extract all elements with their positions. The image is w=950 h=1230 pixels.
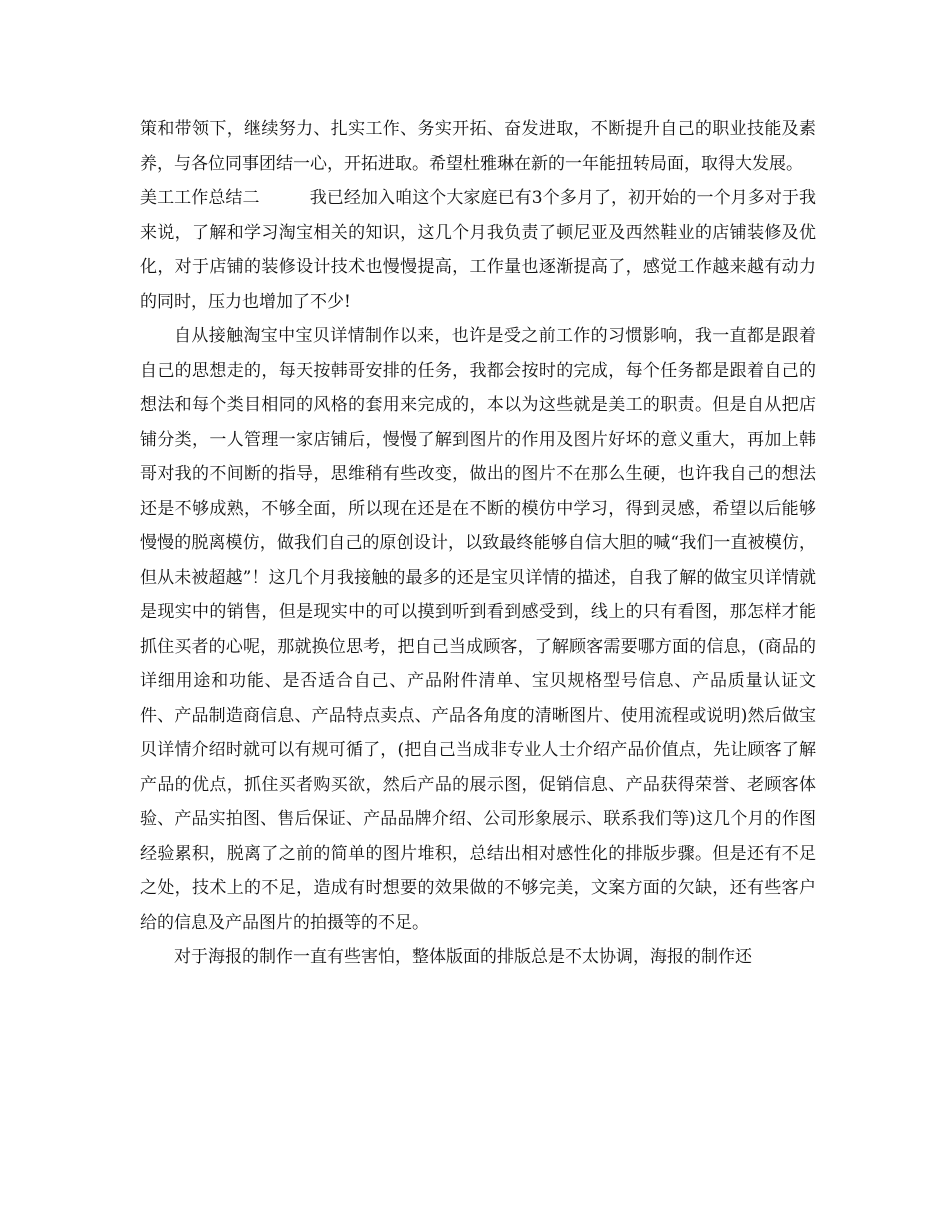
paragraph-2: [140, 181, 816, 319]
paragraph-4: 对于海报的制作一直有些害怕，整体版面的排版总是不太协调，海报的制作还: [174, 947, 752, 967]
section-heading: 美工工作总结二: [140, 188, 260, 208]
paragraph-1: 策和带领下，继续努力、扎实工作、务实开拓、奋发进取，不断提升自己的职业技能及素养，与各位同事团结一心，开拓进取。希望杜雅琳在新的一年能扭转局面，取得大发展。: [140, 119, 816, 174]
document-body: [140, 112, 816, 975]
paragraph-3: 自从接触淘宝中宝贝详情制作以来，也许是受之前工作的习惯影响，我一直都是跟着自己的思想走的，每天按韩哥安排的任务，我都会按时的完成，每个任务都是跟着自己的想法和每个类目相同的风格的套用来完成的，本以为这些就是美工的职责。但是自从把店铺分类，一人管理一家店铺后，慢慢了解到图片的作用及图片好坏的意义重大，再加上韩哥对我的不间断的指导，思维稍有些改变，做出的图片不在那么生硬，也许我自己的想法还是不够成熟，不够全面，所以现在还是在不断的模仿中学习，得到灵感，希望以后能够慢慢的脱离模仿，做我们自己的原创设计，以致最终能够自信大胆的喊“我们一直被模仿，但从未被超越”！这几个月我接触的最多的还是宝贝详情的描述，自我了解的做宝贝详情就是现实中的销售，但是现实中的可以摸到听到看到感受到，线上的只有看图，那怎样才能抓住买者的心呢，那就换位思考，把自己当成顾客，了解顾客需要哪方面的信息，(商品的详细用途和功能、是否适合自己、产品附件清单、宝贝规格型号信息、产品质量认证文件、产品制造商信息、产品特点卖点、产品各角度的清晰图片、使用流程或说明)然后做宝贝详情介绍时就可以有规可循了，(把自己当成非专业人士介绍产品价值点，先让顾客了解产品的优点，抓住买者购买欲，然后产品的展示图，促销信息、产品获得荣誉、老顾客体验、产品实拍图、售后保证、产品品牌介绍、公司形象展示、联系我们等)这几个月的作图经验累积，脱离了之前的简单的图片堆积，总结出相对感性化的排版步骤。但是还有不足之处，技术上的不足，造成有时想要的效果做的不够完美，文案方面的欠缺，还有些客户给的信息及产品图片的拍摄等的不足。: [140, 326, 816, 933]
paragraph-2-text: 我已经加入咱这个大家庭已有3个多月了，初开始的一个月多对于我来说，了解和学习淘宝相关的知识，这几个月我负责了顿尼亚及西然鞋业的店铺装修及优化，对于店铺的装修设计技术也慢慢提高，工作量也逐渐提高了，感觉工作越来越有动力的同时，压力也增加了不少!: [140, 188, 816, 312]
